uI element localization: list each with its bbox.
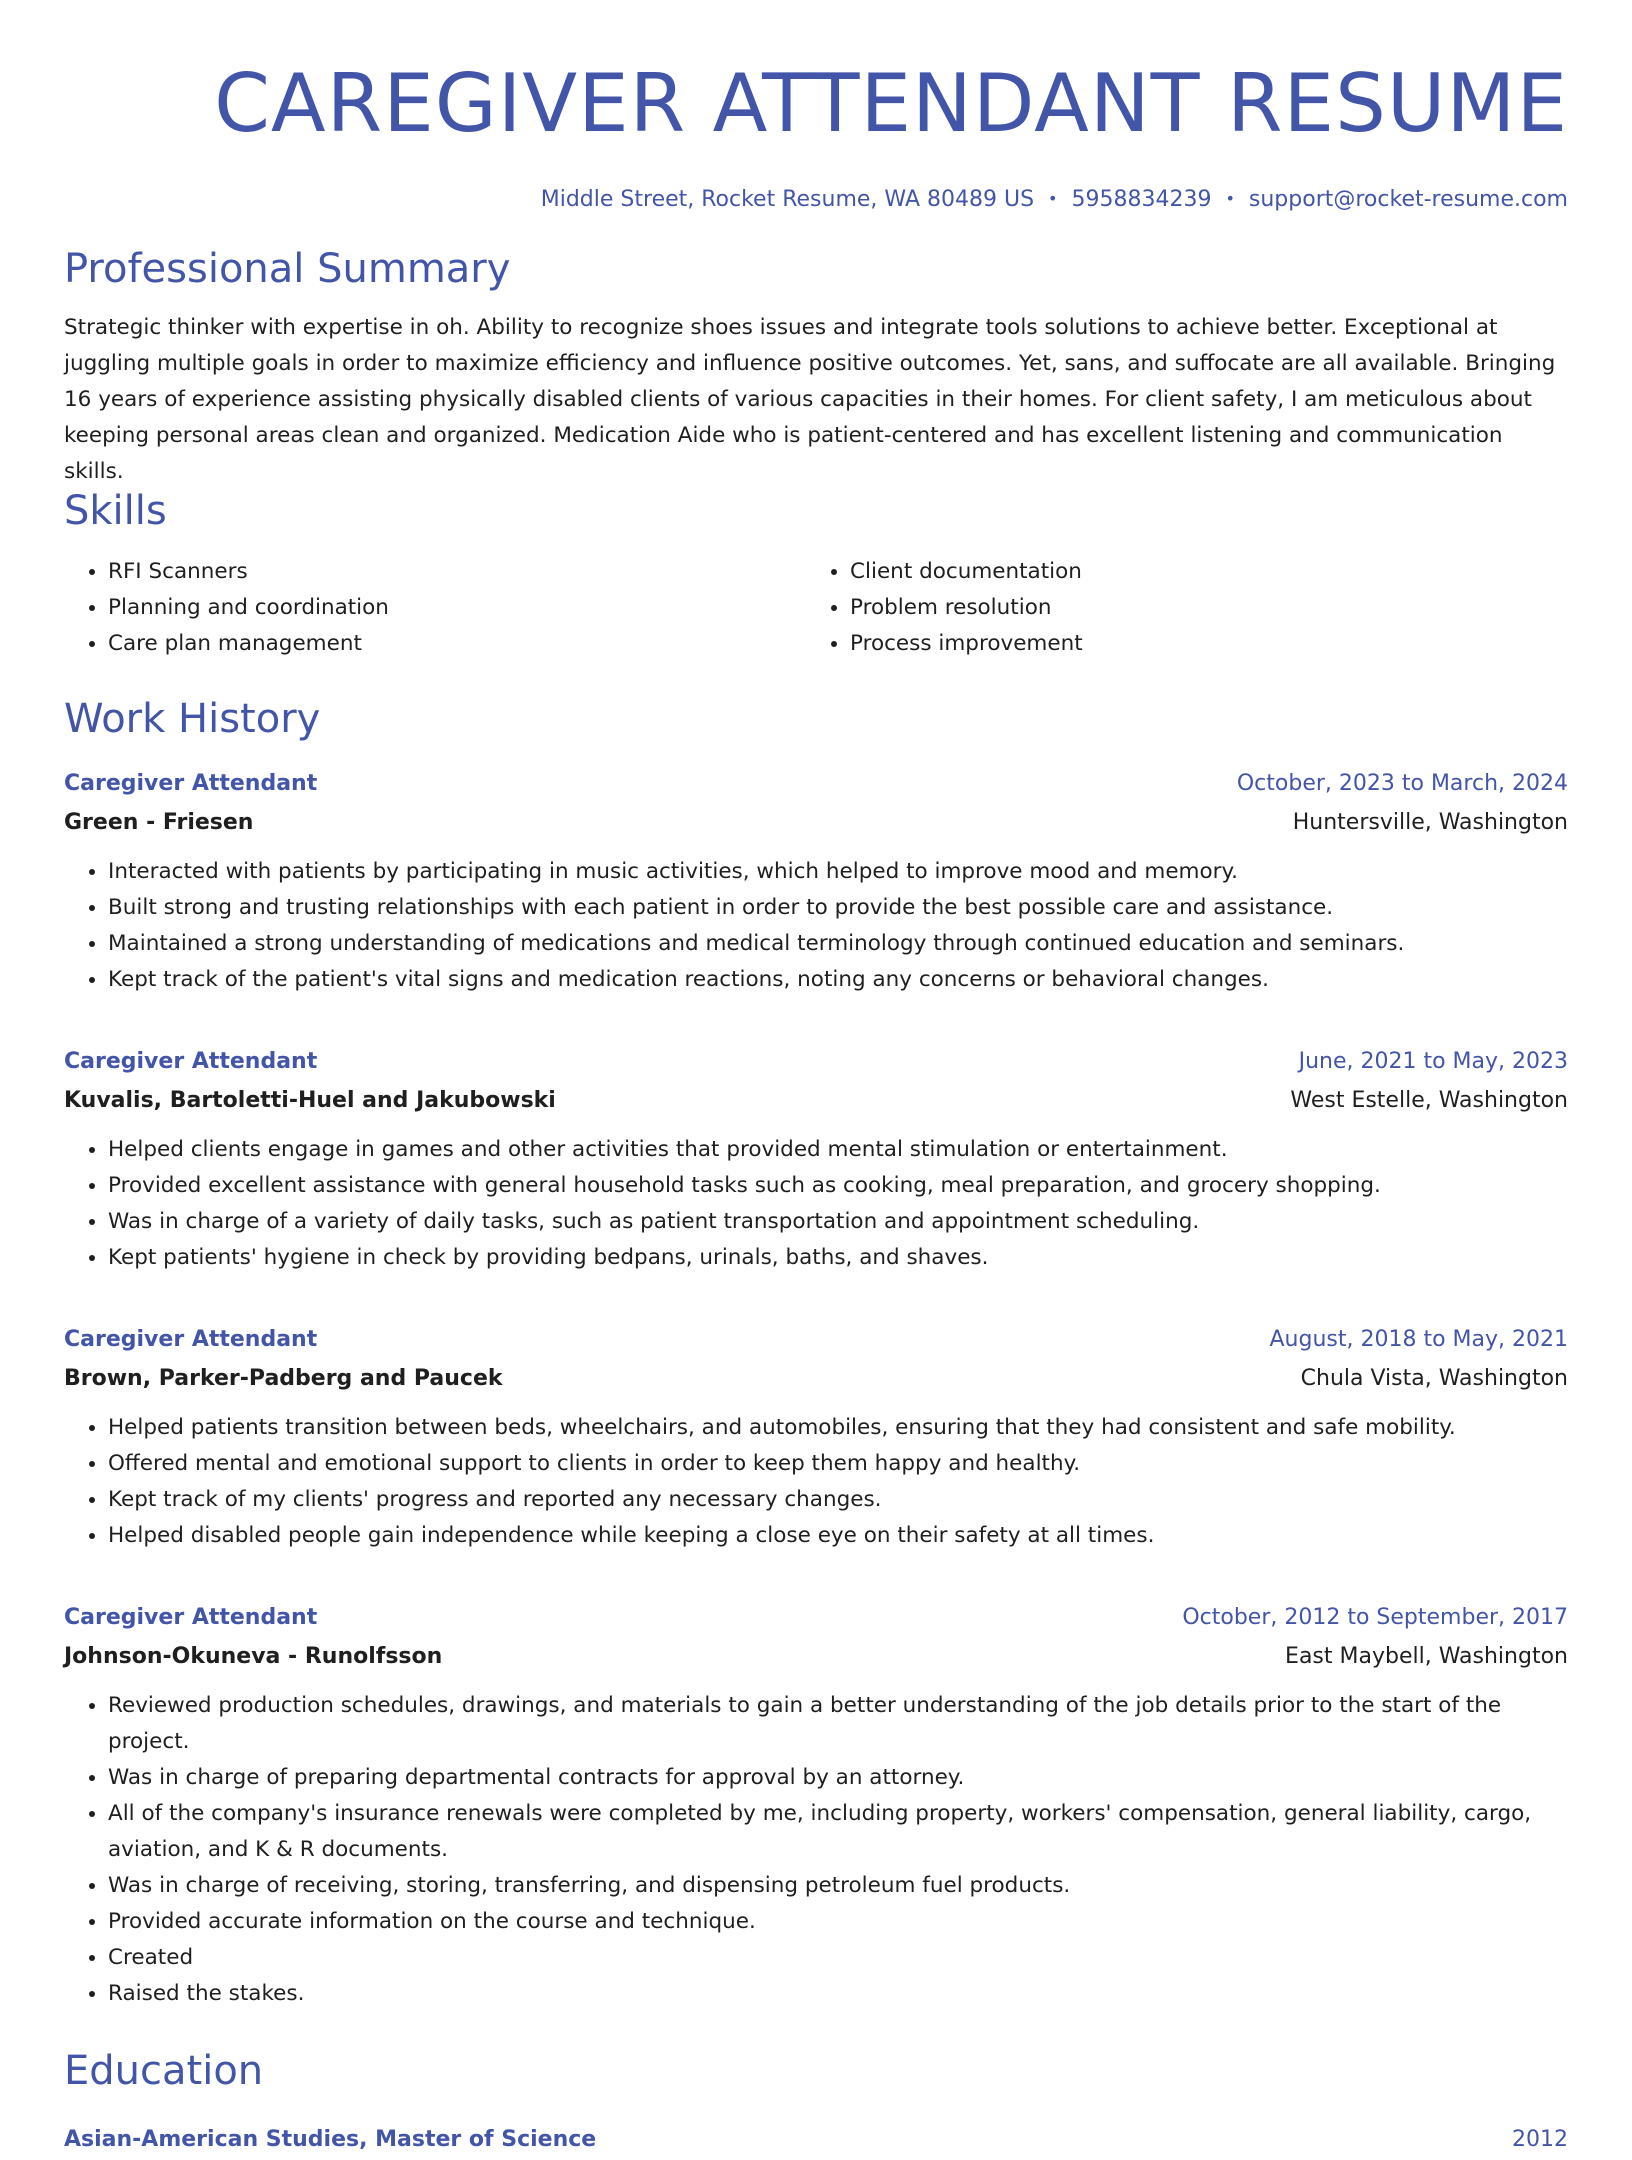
duty-item: • All of the company's insurance renewals were completed by me, including property, workers' compensation, general liability, cargo, aviation, and K & R documents. <box>108 1796 1568 1868</box>
education-year: 2012 <box>1512 2127 1568 2152</box>
work-history-heading: Work History <box>64 696 321 742</box>
bullet-separator: • <box>1048 189 1058 208</box>
duty-item: • Maintained a strong understanding of medications and medical terminology through continued education and seminars. <box>108 926 1568 962</box>
skill-item: • Planning and coordination <box>108 590 806 626</box>
job-title: Caregiver Attendant <box>64 1049 318 1074</box>
job-duties <box>64 1688 1568 2012</box>
duty-item: • Was in charge of receiving, storing, transferring, and dispensing petroleum fuel products. <box>108 1868 1568 1904</box>
summary-heading: Professional Summary <box>64 246 511 292</box>
summary-text: Strategic thinker with expertise in oh. Ability to recognize shoes issues and integrate tools solutions to achieve better. Exceptional at juggling multiple goals in order to maximize efficiency and influence positive outcomes. Yet, sans, and suffocate are all available. Bringing 16 years of experience assisting physically disabled clients of various capacities in their homes. For client safety, I am meticulous about keeping personal areas clean and organized. Medication Aide who is patient-centered and has excellent listening and communication skills. <box>64 315 1556 484</box>
duty-item: • Helped clients engage in games and other activities that provided mental stimulation or entertainment. <box>108 1132 1568 1168</box>
job-entry <box>64 764 1568 998</box>
skills-list <box>64 554 1568 662</box>
skills-heading: Skills <box>64 488 167 534</box>
job-duties <box>64 1132 1568 1276</box>
duty-item: • Provided accurate information on the course and technique. <box>108 1904 1568 1940</box>
duty-item: • Was in charge of a variety of daily tasks, such as patient transportation and appointment scheduling. <box>108 1204 1568 1240</box>
job-title: Caregiver Attendant <box>64 1605 318 1630</box>
job-company: Johnson-Okuneva - Runolfsson <box>64 1644 443 1669</box>
skill-item: • Problem resolution <box>850 590 1548 626</box>
job-duties <box>64 854 1568 998</box>
duty-item: • Created <box>108 1940 1568 1976</box>
skill-item: • Care plan management <box>108 626 806 662</box>
skills-column-right <box>806 554 1548 662</box>
resume-title: CAREGIVER ATTENDANT RESUME <box>214 57 1568 150</box>
job-duties <box>64 1410 1568 1554</box>
job-dates: October, 2012 to September, 2017 <box>1182 1605 1568 1630</box>
skill-item: • Client documentation <box>850 554 1548 590</box>
duty-item: • Provided excellent assistance with general household tasks such as cooking, meal preparation, and grocery shopping. <box>108 1168 1568 1204</box>
contact-line <box>64 182 1568 216</box>
duty-item: • Helped patients transition between beds, wheelchairs, and automobiles, ensuring that they had consistent and safe mobility. <box>108 1410 1568 1446</box>
job-entry <box>64 1320 1568 1554</box>
duty-item: • Reviewed production schedules, drawings, and materials to gain a better understanding of the job details prior to the start of the project. <box>108 1688 1568 1760</box>
job-dates: June, 2021 to May, 2023 <box>1298 1049 1568 1074</box>
bullet-separator: • <box>1225 189 1235 208</box>
education-entry <box>64 2120 1568 2160</box>
job-entry <box>64 1042 1568 1276</box>
job-location: East Maybell, Washington <box>1285 1644 1568 1669</box>
job-location: Chula Vista, Washington <box>1300 1366 1568 1391</box>
job-location: West Estelle, Washington <box>1290 1088 1568 1113</box>
job-entry <box>64 1598 1568 2012</box>
job-title: Caregiver Attendant <box>64 771 318 796</box>
contact-email: support@rocket-resume.com <box>1248 187 1568 212</box>
duty-item: • Kept patients' hygiene in check by providing bedpans, urinals, baths, and shaves. <box>108 1240 1568 1276</box>
duty-item: • Kept track of the patient's vital signs and medication reactions, noting any concerns or behavioral changes. <box>108 962 1568 998</box>
job-title: Caregiver Attendant <box>64 1327 318 1352</box>
duty-item: • Offered mental and emotional support to clients in order to keep them happy and healthy. <box>108 1446 1568 1482</box>
contact-phone: 5958834239 <box>1071 187 1212 212</box>
contact-address: Middle Street, Rocket Resume, WA 80489 US <box>540 187 1035 212</box>
duty-item: • Interacted with patients by participating in music activities, which helped to improve mood and memory. <box>108 854 1568 890</box>
duty-item: • Kept track of my clients' progress and reported any necessary changes. <box>108 1482 1568 1518</box>
job-company: Green - Friesen <box>64 810 254 835</box>
job-dates: August, 2018 to May, 2021 <box>1269 1327 1568 1352</box>
education-degree: Asian-American Studies, Master of Science <box>64 2127 597 2152</box>
duty-item: • Was in charge of preparing departmental contracts for approval by an attorney. <box>108 1760 1568 1796</box>
resume-page <box>64 0 1568 2160</box>
skills-column-left <box>64 554 806 662</box>
duty-item: • Built strong and trusting relationships with each patient in order to provide the best possible care and assistance. <box>108 890 1568 926</box>
job-location: Huntersville, Washington <box>1292 810 1568 835</box>
skill-item: • RFI Scanners <box>108 554 806 590</box>
duty-item: • Raised the stakes. <box>108 1976 1568 2012</box>
job-company: Kuvalis, Bartoletti-Huel and Jakubowski <box>64 1088 556 1113</box>
job-company: Brown, Parker-Padberg and Paucek <box>64 1366 503 1391</box>
job-dates: October, 2023 to March, 2024 <box>1236 771 1568 796</box>
education-heading: Education <box>64 2048 264 2094</box>
skill-item: • Process improvement <box>850 626 1548 662</box>
duty-item: • Helped disabled people gain independence while keeping a close eye on their safety at all times. <box>108 1518 1568 1554</box>
